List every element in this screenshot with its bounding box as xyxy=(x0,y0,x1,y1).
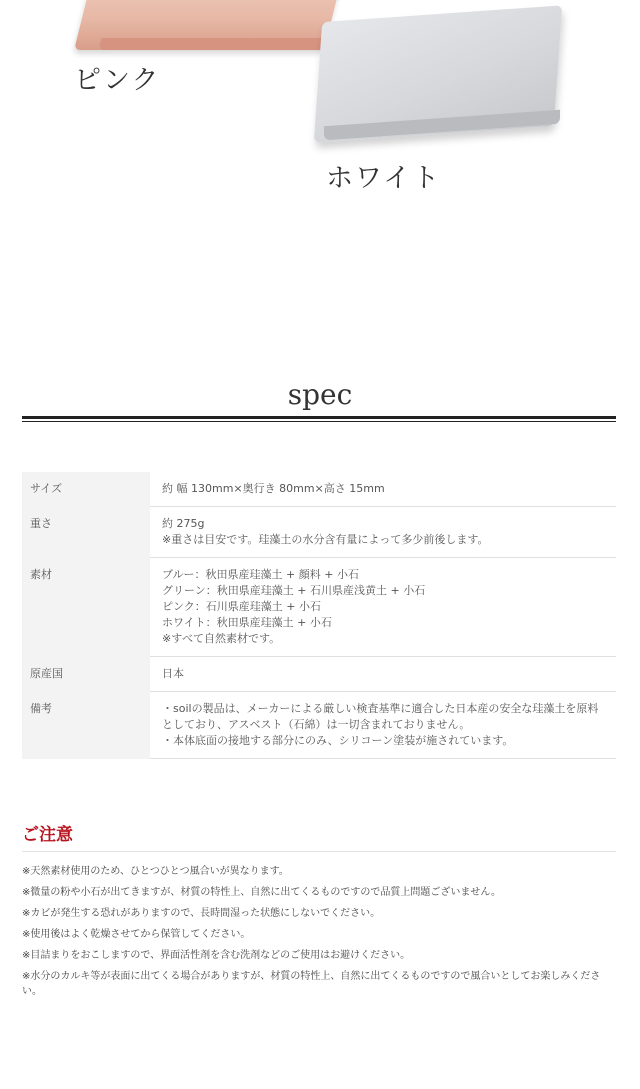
spec-label: 原産国 xyxy=(22,657,150,692)
caution-item: ※使用後はよく乾燥させてから保管してください。 xyxy=(22,929,251,940)
spec-value: 約 275g ※重さは目安です。珪藻土の水分含有量によって多少前後します。 xyxy=(150,507,616,558)
product-color-images xyxy=(0,0,640,230)
caution-item: ※天然素材使用のため、ひとつひとつ風合いが異なります。 xyxy=(22,866,289,877)
spec-row-notes xyxy=(22,692,616,759)
caution-item: ※微量の粉や小石が出てきますが、材質の特性上、自然に出てくるものですので品質上問題ございません。 xyxy=(22,887,501,898)
spec-divider xyxy=(22,416,616,419)
spec-value: 日本 xyxy=(150,657,616,692)
caution-item: ※水分のカルキ等が表面に出てくる場合がありますが、材質の特性上、自然に出てくるものですので風合いとしてお楽しみください。 xyxy=(22,971,601,997)
spec-label: サイズ xyxy=(22,472,150,507)
spec-heading: spec xyxy=(287,378,353,411)
spec-label: 備考 xyxy=(22,692,150,759)
spec-row-material xyxy=(22,558,616,657)
spec-row-weight xyxy=(22,507,616,558)
caution-item: ※カビが発生する恐れがありますので、長時間湿った状態にしないでください。 xyxy=(22,908,381,919)
pink-stone-edge xyxy=(99,38,338,50)
spec-value: 約 幅 130mm×奥行き 80mm×高さ 15mm xyxy=(150,472,616,507)
pink-label: ピンク xyxy=(74,65,161,96)
spec-row-size xyxy=(22,472,616,507)
spec-table xyxy=(22,472,616,759)
spec-divider-thin xyxy=(22,421,616,422)
spec-value: ・soilの製品は、メーカーによる厳しい検査基準に適合した日本産の安全な珪藻土を原料としており、アスベスト（石綿）は一切含まれておりません。 ・本体底面の接地する部分にのみ、シリコーン塗装が施されています。 xyxy=(150,692,616,759)
caution-title: ご注意 xyxy=(22,825,73,845)
caution-list xyxy=(22,864,616,1005)
spec-row-origin xyxy=(22,657,616,692)
spec-value: ブルー：秋田県産珪藻土 + 顔料 + 小石 グリーン：秋田県産珪藻土 + 石川県産浅黄土 + 小石 ピンク：石川県産珪藻土 + 小石 ホワイト：秋田県産珪藻土 + 小石 ※すべて自然素材です。 xyxy=(150,558,616,657)
caution-item: ※目詰まりをおこしますので、界面活性剤を含む洗剤などのご使用はお避けください。 xyxy=(22,950,411,961)
spec-label: 重さ xyxy=(22,507,150,558)
white-label: ホワイト xyxy=(326,163,442,194)
spec-label: 素材 xyxy=(22,558,150,657)
caution-divider xyxy=(22,851,616,852)
